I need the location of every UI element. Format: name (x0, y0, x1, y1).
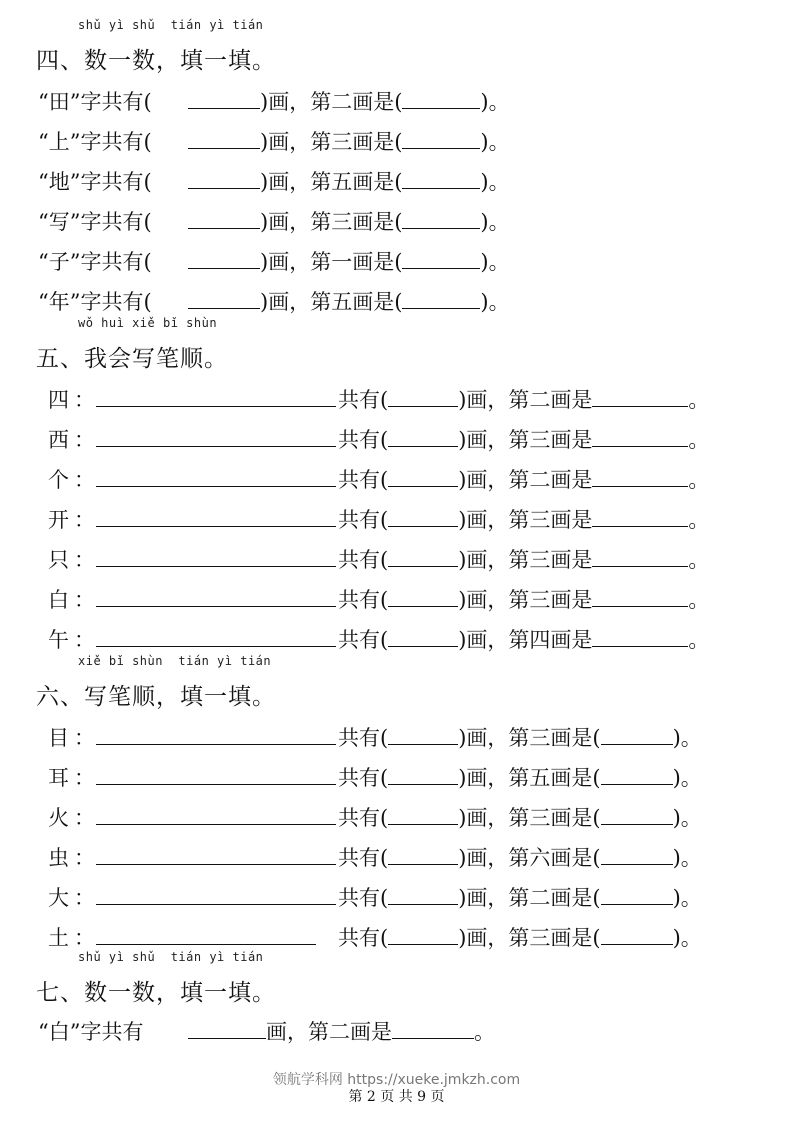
row-middle: )画，第三画是( (458, 806, 601, 830)
answer-blank[interactable] (402, 244, 480, 269)
target-character: 只 (48, 548, 69, 572)
stroke-order-line[interactable] (96, 800, 336, 825)
row-middle: )画，第六画是( (458, 846, 601, 870)
target-character: 午 (48, 628, 69, 652)
row-middle: 共有( (338, 588, 389, 612)
answer-blank[interactable] (188, 284, 260, 309)
stroke-order-line[interactable] (96, 720, 336, 745)
section4-row (38, 284, 510, 316)
colon: ： (74, 766, 95, 790)
row-middle: )画，第五画是( (260, 290, 403, 314)
row-prefix: “写”字共有( (38, 210, 152, 234)
row-suffix: )。 (480, 130, 510, 154)
row-middle: 共有( (338, 766, 389, 790)
answer-blank[interactable] (402, 204, 480, 229)
answer-blank[interactable] (388, 880, 458, 905)
row-middle: 共有( (338, 806, 389, 830)
row-middle: )画，第三画是 (458, 588, 593, 612)
target-character: 虫 (48, 846, 69, 870)
row-middle: )画，第四画是 (458, 628, 593, 652)
row-suffix: )。 (672, 886, 702, 910)
section5-row (48, 382, 709, 414)
colon: ： (74, 508, 95, 532)
section4-row (38, 124, 510, 156)
row-middle: )画，第三画是( (458, 726, 601, 750)
row-prefix: “年”字共有( (38, 290, 152, 314)
section7-heading (36, 950, 276, 1007)
row-suffix: )。 (672, 926, 702, 950)
row-suffix: )。 (480, 210, 510, 234)
row-suffix: 。 (688, 388, 710, 412)
answer-blank[interactable] (592, 422, 688, 447)
row-prefix: “地”字共有( (38, 170, 152, 194)
colon: ： (74, 588, 95, 612)
row-middle: 共有( (338, 886, 389, 910)
section4-row (38, 204, 510, 236)
answer-blank[interactable] (388, 840, 458, 865)
section4-pinyin: shǔ yì shǔ tián yì tián (78, 18, 264, 32)
answer-blank[interactable] (388, 800, 458, 825)
stroke-order-line[interactable] (96, 462, 336, 487)
answer-blank[interactable] (388, 542, 458, 567)
answer-blank[interactable] (601, 920, 673, 945)
colon: ： (74, 806, 95, 830)
target-character: 个 (48, 468, 69, 492)
section4-row (38, 244, 510, 276)
section6-title: 六、写笔顺，填一填。 (36, 684, 276, 710)
row-middle: )画，第二画是( (458, 886, 601, 910)
colon: ： (74, 428, 95, 452)
row-middle: )画，第三画是( (260, 130, 403, 154)
section5-row (48, 462, 709, 494)
stroke-order-line[interactable] (96, 920, 316, 945)
answer-blank[interactable] (388, 382, 458, 407)
answer-blank[interactable] (188, 84, 260, 109)
target-character: 四 (48, 388, 69, 412)
answer-blank[interactable] (388, 462, 458, 487)
row-middle: 共有( (338, 726, 389, 750)
target-character: 耳 (48, 766, 69, 790)
target-character: 目 (48, 726, 69, 750)
row-suffix: )。 (480, 290, 510, 314)
footer-watermark: 领航学科网 https://xueke.jmkzh.com (272, 1072, 521, 1088)
answer-blank[interactable] (592, 542, 688, 567)
row-suffix: 。 (688, 628, 710, 652)
section7-title: 七、数一数，填一填。 (36, 980, 276, 1006)
answer-blank[interactable] (592, 582, 688, 607)
row-prefix: “子”字共有( (38, 250, 152, 274)
row-suffix: 。 (688, 508, 710, 532)
answer-blank[interactable] (601, 760, 673, 785)
row-middle: )画，第二画是 (458, 468, 593, 492)
row-suffix: 。 (688, 428, 710, 452)
section5-pinyin: wǒ huì xiě bǐ shùn (78, 316, 218, 330)
answer-blank[interactable] (592, 622, 688, 647)
section6-pinyin: xiě bǐ shùn tián yì tián (78, 654, 272, 668)
colon: ： (74, 846, 95, 870)
stroke-order-line[interactable] (96, 840, 336, 865)
row-middle: 共有( (338, 846, 389, 870)
row-suffix: 。 (688, 548, 710, 572)
section6-row (48, 840, 702, 872)
section5-heading (36, 316, 228, 373)
section5-row (48, 542, 709, 574)
row-suffix: 。 (688, 468, 710, 492)
section6-row (48, 920, 702, 952)
row-suffix: 。 (474, 1020, 495, 1044)
colon: ： (74, 886, 95, 910)
answer-blank[interactable] (402, 164, 480, 189)
answer-blank[interactable] (388, 422, 458, 447)
answer-blank[interactable] (188, 1014, 266, 1039)
answer-blank[interactable] (388, 582, 458, 607)
answer-blank[interactable] (592, 382, 688, 407)
row-prefix: “白”字共有 (38, 1020, 144, 1044)
target-character: 西 (48, 428, 69, 452)
row-suffix: 。 (688, 588, 710, 612)
answer-blank[interactable] (188, 124, 260, 149)
colon: ： (74, 628, 95, 652)
section5-row (48, 582, 709, 614)
row-middle: )画，第五画是( (260, 170, 403, 194)
answer-blank[interactable] (601, 720, 673, 745)
page-number: 第 2 页 共 9 页 (348, 1089, 445, 1105)
answer-blank[interactable] (592, 462, 688, 487)
row-middle: 画，第二画是 (266, 1020, 392, 1044)
row-suffix: )。 (672, 766, 702, 790)
row-middle: )画，第三画是 (458, 428, 593, 452)
answer-blank[interactable] (402, 124, 480, 149)
target-character: 开 (48, 508, 69, 532)
section4-heading (36, 18, 276, 75)
colon: ： (74, 726, 95, 750)
row-middle: )画，第二画是 (458, 388, 593, 412)
row-middle: )画，第三画是 (458, 508, 593, 532)
stroke-order-line[interactable] (96, 582, 336, 607)
answer-blank[interactable] (392, 1014, 474, 1039)
row-middle: 共有( (338, 468, 389, 492)
target-character: 白 (48, 588, 69, 612)
row-middle: )画，第三画是( (458, 926, 601, 950)
row-suffix: )。 (672, 726, 702, 750)
section5-row (48, 622, 709, 654)
answer-blank[interactable] (601, 880, 673, 905)
row-middle: )画，第一画是( (260, 250, 403, 274)
answer-blank[interactable] (402, 284, 480, 309)
section6-row (48, 720, 702, 752)
section7-pinyin: shǔ yì shǔ tián yì tián (78, 950, 264, 964)
colon: ： (74, 468, 95, 492)
answer-blank[interactable] (601, 840, 673, 865)
row-prefix: “上”字共有( (38, 130, 152, 154)
row-suffix: )。 (672, 806, 702, 830)
stroke-order-line[interactable] (96, 422, 336, 447)
row-suffix: )。 (480, 90, 510, 114)
section6-heading (36, 654, 276, 711)
row-middle: 共有( (338, 508, 389, 532)
row-middle: 共有( (338, 428, 389, 452)
stroke-order-line[interactable] (96, 622, 336, 647)
section4-row (38, 164, 510, 196)
colon: ： (74, 926, 95, 950)
section5-row (48, 502, 709, 534)
section4-title: 四、数一数，填一填。 (36, 48, 276, 74)
row-middle: 共有( (338, 388, 389, 412)
answer-blank[interactable] (402, 84, 480, 109)
row-middle: 共有( (338, 926, 389, 950)
row-middle: 共有( (338, 548, 389, 572)
row-suffix: )。 (480, 170, 510, 194)
answer-blank[interactable] (388, 622, 458, 647)
row-middle: )画，第二画是( (260, 90, 403, 114)
stroke-order-line[interactable] (96, 760, 336, 785)
row-middle: 共有( (338, 628, 389, 652)
stroke-order-line[interactable] (96, 382, 336, 407)
target-character: 大 (48, 886, 69, 910)
colon: ： (74, 548, 95, 572)
stroke-order-line[interactable] (96, 880, 336, 905)
target-character: 火 (48, 806, 69, 830)
answer-blank[interactable] (388, 720, 458, 745)
row-prefix: “田”字共有( (38, 90, 152, 114)
answer-blank[interactable] (592, 502, 688, 527)
answer-blank[interactable] (388, 760, 458, 785)
answer-blank[interactable] (188, 164, 260, 189)
section6-row (48, 880, 702, 912)
colon: ： (74, 388, 95, 412)
row-middle: )画，第三画是 (458, 548, 593, 572)
section5-row (48, 422, 709, 454)
answer-blank[interactable] (601, 800, 673, 825)
section7-row (38, 1014, 495, 1046)
section6-row (48, 800, 702, 832)
section6-row (48, 760, 702, 792)
answer-blank[interactable] (188, 204, 260, 229)
stroke-order-line[interactable] (96, 502, 336, 527)
section4-row (38, 84, 510, 116)
stroke-order-line[interactable] (96, 542, 336, 567)
answer-blank[interactable] (388, 920, 458, 945)
row-suffix: )。 (480, 250, 510, 274)
row-middle: )画，第三画是( (260, 210, 403, 234)
answer-blank[interactable] (388, 502, 458, 527)
row-middle: )画，第五画是( (458, 766, 601, 790)
row-suffix: )。 (672, 846, 702, 870)
answer-blank[interactable] (188, 244, 260, 269)
section5-title: 五、我会写笔顺。 (36, 346, 228, 372)
target-character: 土 (48, 926, 69, 950)
